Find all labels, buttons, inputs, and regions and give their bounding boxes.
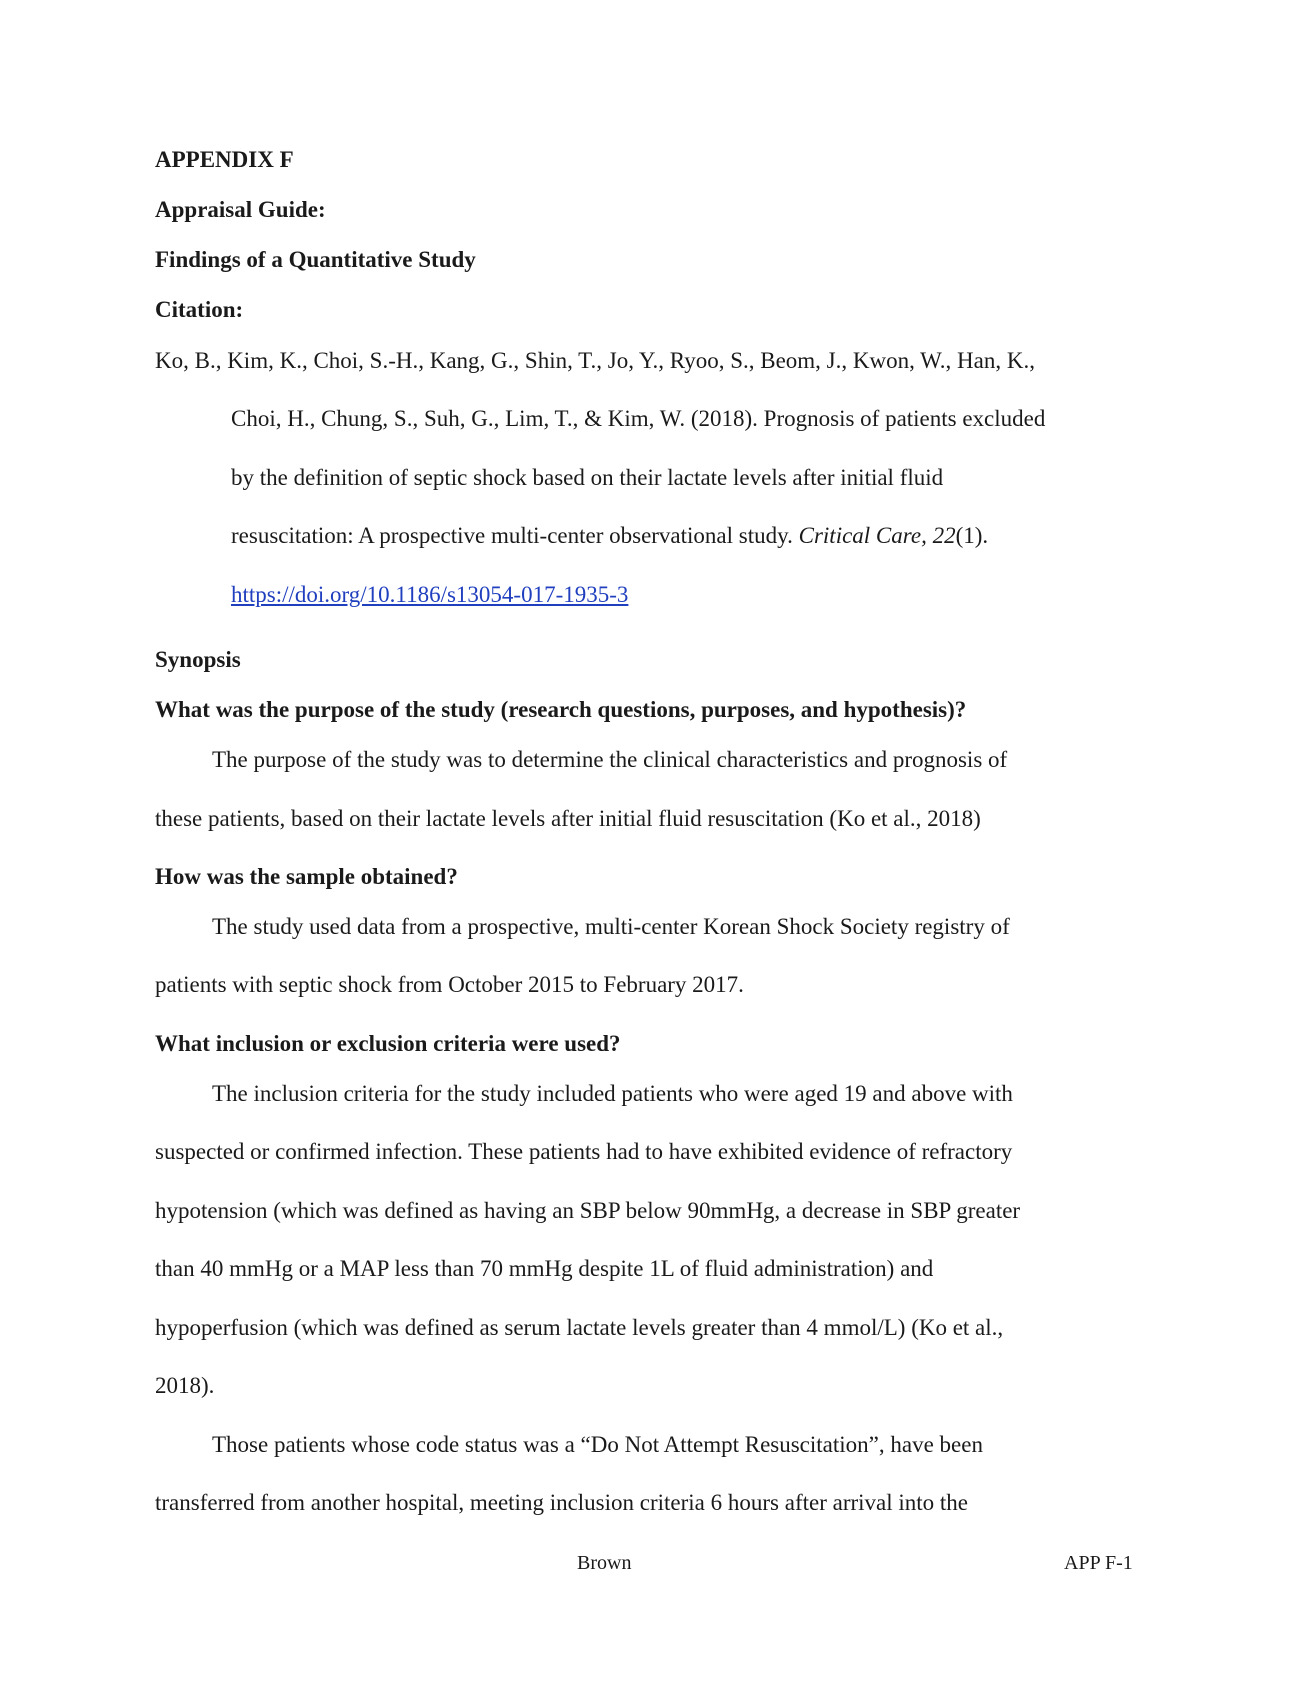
footer-author: Brown	[577, 1552, 632, 1574]
answer-criteria-line-1: The inclusion criteria for the study included patients who were aged 19 and above with	[212, 1081, 1013, 1106]
answer-sample-line-1: The study used data from a prospective, multi-center Korean Shock Society registry of	[212, 914, 1010, 939]
guide-label: Appraisal Guide:	[155, 197, 326, 222]
citation-line-3: by the definition of septic shock based on their lactate levels after initial fluid	[231, 465, 944, 490]
answer-exclusion-line-1: Those patients whose code status was a “Do Not Attempt Resuscitation”, have been	[212, 1432, 983, 1457]
answer-criteria-line-3: hypotension (which was defined as having an SBP below 90mmHg, a decrease in SBP greater	[155, 1198, 1021, 1223]
answer-purpose-line-2: these patients, based on their lactate levels after initial fluid resuscitation (Ko et al., 2018)	[155, 806, 981, 831]
synopsis-heading: Synopsis	[155, 647, 241, 672]
answer-purpose-line-1: The purpose of the study was to determine the clinical characteristics and prognosis of	[212, 747, 1008, 772]
answer-criteria-line-2: suspected or confirmed infection. These patients had to have exhibited evidence of refractory	[155, 1139, 1013, 1164]
appendix-title: APPENDIX F	[155, 147, 294, 172]
doi-link[interactable]: https://doi.org/10.1186/s13054-017-1935-3	[231, 582, 629, 607]
guide-subtitle: Findings of a Quantitative Study	[155, 247, 476, 272]
answer-exclusion-line-2: transferred from another hospital, meeting inclusion criteria 6 hours after arrival into the	[155, 1490, 969, 1515]
answer-criteria-line-4: than 40 mmHg or a MAP less than 70 mmHg despite 1L of fluid administration) and	[155, 1256, 934, 1281]
question-purpose: What was the purpose of the study (research questions, purposes, and hypothesis)?	[155, 697, 967, 722]
citation-line-5	[231, 580, 628, 610]
question-sample: How was the sample obtained?	[155, 864, 458, 889]
citation-heading: Citation:	[155, 297, 244, 322]
citation-line-1: Ko, B., Kim, K., Choi, S.-H., Kang, G., Shin, T., Jo, Y., Ryoo, S., Beom, J., Kwon, W., Han, K.,	[155, 348, 1035, 373]
footer-page-label: APP F-1	[1064, 1552, 1133, 1574]
answer-criteria-line-6: 2018).	[155, 1373, 215, 1398]
answer-criteria-line-5: hypoperfusion (which was defined as serum lactate levels greater than 4 mmol/L) (Ko et al.,	[155, 1315, 1004, 1340]
citation-text: resuscitation: A prospective multi-center observational study.	[231, 523, 799, 548]
citation-line-4	[231, 521, 988, 551]
citation-line-2: Choi, H., Chung, S., Suh, G., Lim, T., & Kim, W. (2018). Prognosis of patients excluded	[231, 406, 1046, 431]
journal-name: Critical Care, 22	[798, 523, 956, 548]
question-criteria: What inclusion or exclusion criteria were used?	[155, 1031, 621, 1056]
journal-issue: (1).	[955, 523, 989, 548]
answer-sample-line-2: patients with septic shock from October 2015 to February 2017.	[155, 972, 744, 997]
